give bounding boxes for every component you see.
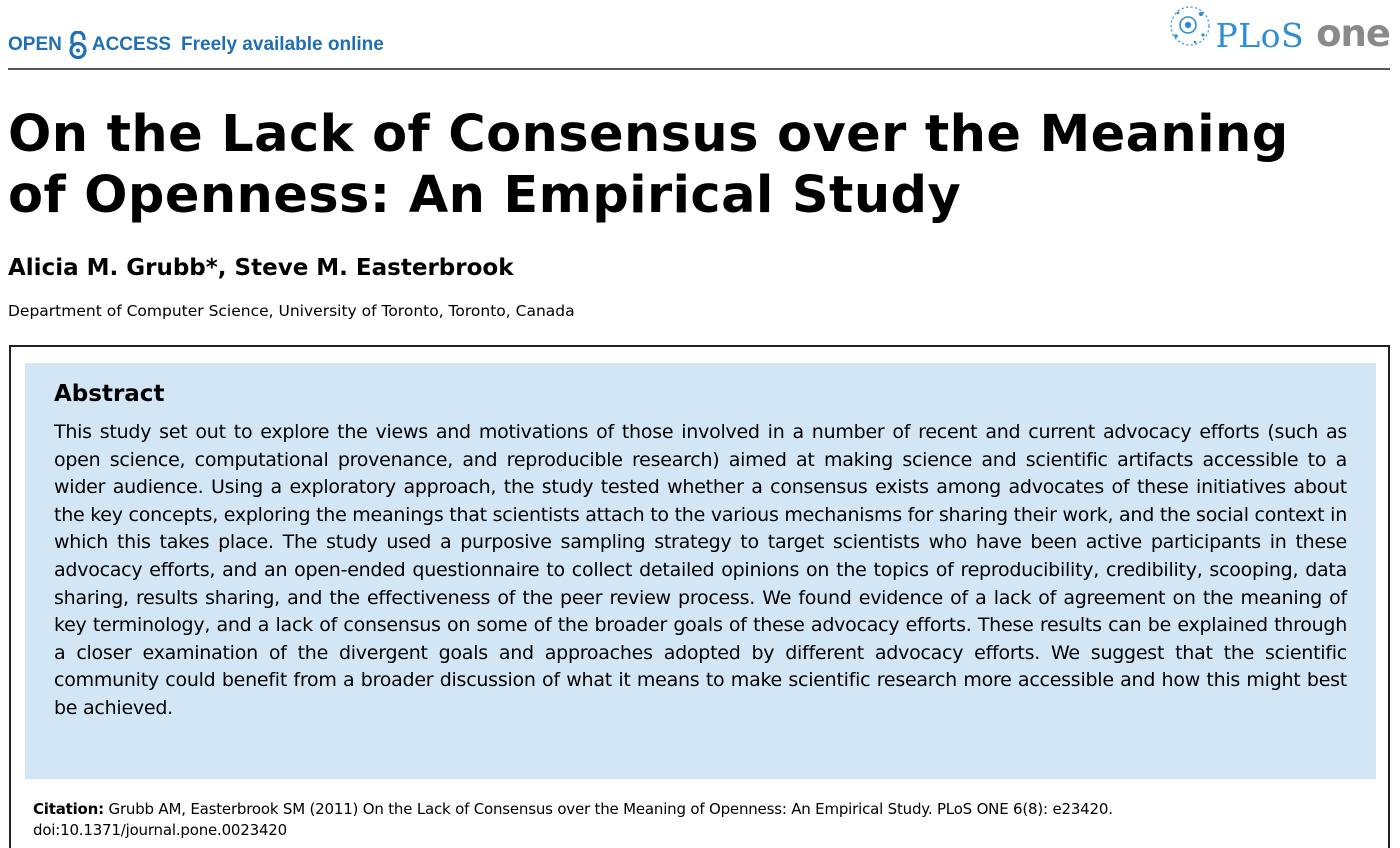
access-label: ACCESS <box>91 34 172 55</box>
open-lock-icon <box>68 31 88 59</box>
abstract-body: This study set out to explore the views and motivations of those involved in a number of recent and current advocacy efforts (such as open science, computational provenance, and reproducible research) aimed at making science and scientific artifacts accessible to a wider audience. Using a exploratory approach, the study tested whether a consensus exists among advocates of these initiatives about the key concepts, exploring the meanings that scientists attach to the various mechanisms for sharing their work, and the social context in which this takes place. The study used a purposive sampling strategy to target scientists who have been active participants in these advocacy efforts, and an open-ended questionnaire to collect detailed opinions on the topics of reproducibility, credibility, scooping, data sharing, results sharing, and the effectiveness of the peer review process. We found evidence of a lack of agreement on the meaning of key terminology, and a lack of consensus on some of the broader goals of these advocacy efforts. These results can be explained through a closer examination of the divergent goals and approaches adopted by different advocacy efforts. We suggest that the scientific community could benefit from a broader discussion of what it means to make scientific research more accessible and how this might best be achieved. <box>54 421 1347 719</box>
freely-available-label: Freely available online <box>181 34 384 55</box>
citation-block <box>33 799 1363 841</box>
journal-header <box>8 0 1390 70</box>
abstract-frame <box>9 345 1390 848</box>
open-access-banner <box>8 31 384 59</box>
plos-one-logo <box>1168 2 1390 62</box>
open-label: OPEN <box>8 34 62 55</box>
one-wordmark: one <box>1316 12 1390 55</box>
citation-label: Citation: <box>33 800 104 818</box>
plos-wordmark: PLoS <box>1215 16 1305 55</box>
citation-text: Grubb AM, Easterbrook SM (2011) On the Lack of Consensus over the Meaning of Openness: An Empirical Study. PLoS ONE 6(8): e23420. doi:10.1371/journal.pone.0023420 <box>33 800 1113 839</box>
abstract-panel <box>25 363 1376 779</box>
abstract-heading: Abstract <box>54 381 165 407</box>
author-affiliation: Department of Computer Science, University of Toronto, Toronto, Canada <box>8 302 575 320</box>
paper-title: On the Lack of Consensus over the Meaning of Openness: An Empirical Study <box>8 105 1289 225</box>
plos-circles-icon <box>1168 4 1212 48</box>
paper-authors: Alicia M. Grubb*, Steve M. Easterbrook <box>8 255 514 281</box>
